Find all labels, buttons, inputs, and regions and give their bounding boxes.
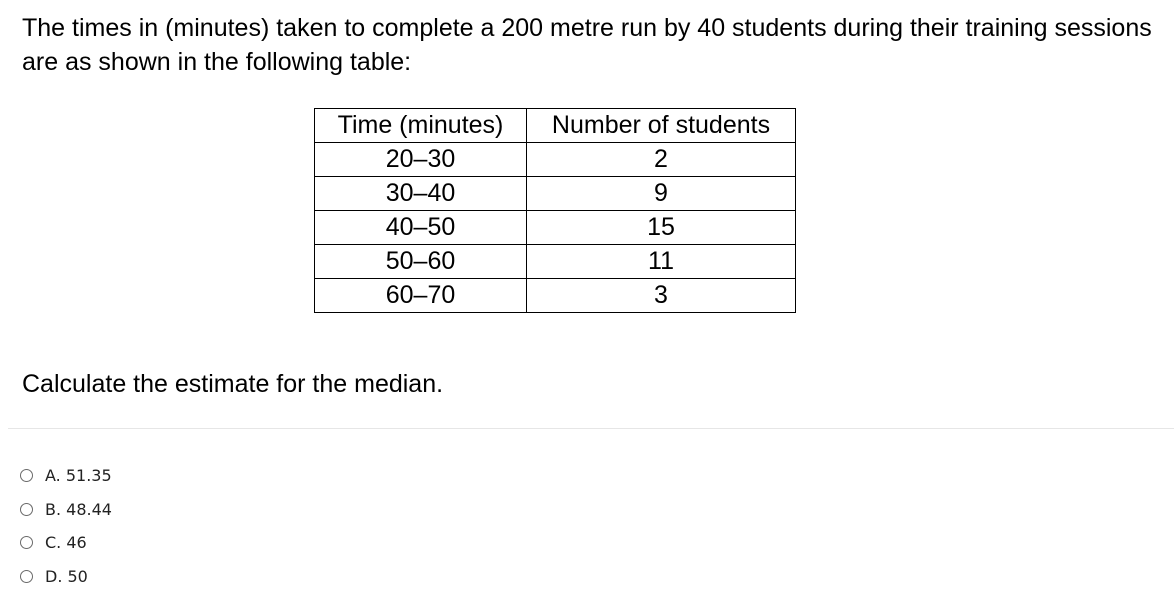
option-b[interactable] [20, 493, 112, 527]
cell-count: 3 [527, 279, 796, 313]
radio-button-icon[interactable] [20, 570, 33, 583]
cell-count: 11 [527, 245, 796, 279]
question-text: The times in (minutes) taken to complete a 200 metre run by 40 students during their training sessions are as shown in the following table: [22, 14, 1152, 76]
option-label: B. 48.44 [45, 499, 112, 519]
table-header-row [315, 109, 796, 143]
divider [8, 428, 1174, 429]
table-row [315, 177, 796, 211]
option-a[interactable] [20, 459, 112, 493]
prompt-text: Calculate the estimate for the median. [22, 370, 444, 398]
option-label: C. 46 [45, 533, 87, 553]
cell-time: 50–60 [315, 245, 527, 279]
cell-time: 30–40 [315, 177, 527, 211]
frequency-table [314, 108, 796, 313]
header-number-of-students: Number of students [527, 109, 796, 143]
table-row [315, 245, 796, 279]
cell-time: 60–70 [315, 279, 527, 313]
table-row [315, 143, 796, 177]
answer-options [20, 459, 112, 593]
header-time: Time (minutes) [315, 109, 527, 143]
radio-button-icon[interactable] [20, 469, 33, 482]
option-c[interactable] [20, 526, 112, 560]
option-label: D. 50 [45, 566, 88, 586]
radio-button-icon[interactable] [20, 503, 33, 516]
cell-time: 40–50 [315, 211, 527, 245]
cell-time: 20–30 [315, 143, 527, 177]
table-row [315, 279, 796, 313]
cell-count: 9 [527, 177, 796, 211]
radio-button-icon[interactable] [20, 536, 33, 549]
cell-count: 2 [527, 143, 796, 177]
cell-count: 15 [527, 211, 796, 245]
option-d[interactable] [20, 560, 112, 594]
option-label: A. 51.35 [45, 466, 112, 486]
table-row [315, 211, 796, 245]
